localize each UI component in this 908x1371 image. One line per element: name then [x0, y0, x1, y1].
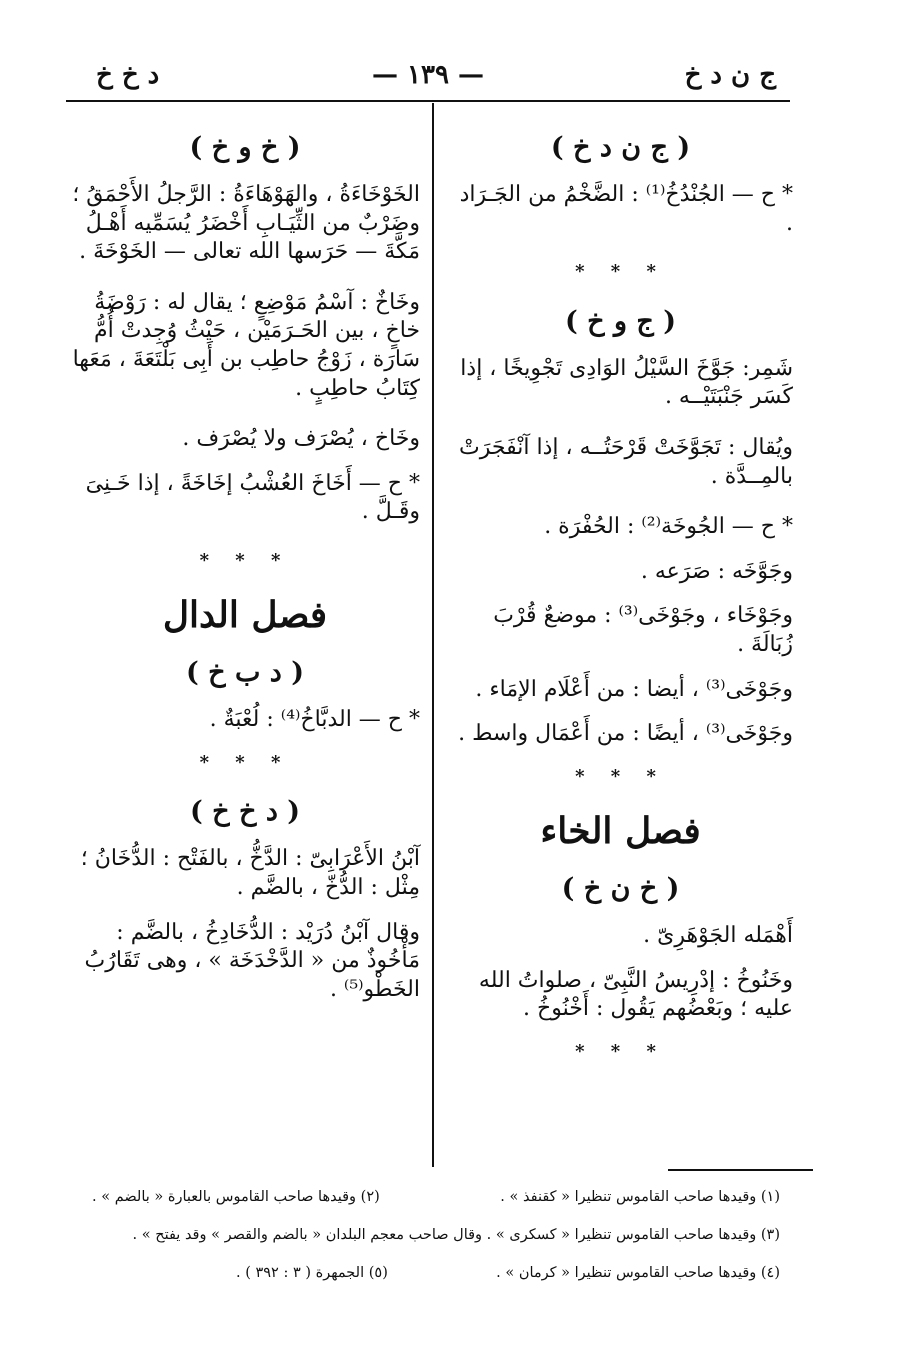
entry-text: وخَاخ ، يُصْرَف ولا يُصْرَف . — [182, 426, 420, 452]
entry-heading: ( د خ خ ) — [189, 796, 301, 828]
left-column — [70, 130, 420, 1020]
chapter-title: فصل الخاء — [540, 810, 701, 853]
chapter-title: فصل الدال — [162, 594, 328, 637]
running-head — [66, 58, 790, 102]
entry-heading: ( ج ن د خ ) — [550, 132, 691, 163]
entry-text: أَهْمَله الجَوْهَرِىّ . — [643, 922, 793, 948]
entry-text: * ح — الجُنْدُخُ⁽¹⁾ : الضَّخْمُ من الجَـرَاد . — [459, 182, 793, 236]
entry-text: وخَاخٌ : آسْمُ مَوْضِعٍ ؛ يقال له : رَوْضَةُ خاخٍ ، بين الحَـرَمَيْن ، حَيْثُ وُجِدتْ أُمُّ سَارَة ، زَوْجُ حاطِب بن أَبِى بَلْتَعَةَ ، مَعَها كِتَابُ حاطِبٍ . — [72, 289, 420, 401]
page-number: — ١٣٩ — — [371, 60, 485, 90]
entry-heading: ( خ و خ ) — [189, 132, 301, 163]
entry-heading: ( ج و خ ) — [564, 305, 677, 337]
column-divider — [432, 103, 434, 1167]
running-head-left: د خ خ — [96, 60, 160, 90]
entry-text: آبْنُ الأَعْرَابِىّ : الدَّخُّ ، بالفَتْح : الدُّخَانُ ؛ مِثْل : الدُّخّ ، بالضَّم . — [80, 846, 420, 900]
entry-text: ويُقال : تَجَوَّخَتْ قَرْحَتُــه ، إذا آنْفَجَرَتْ بالمِــدَّة . — [459, 434, 793, 489]
entry-text: وقال آبْنُ دُرَيْد : الدُّخَادِخُ ، بالضَّم : مَأْخُوذٌ من « الدَّخْدَخَة » ، وهى تَقَارُبُ الخَطْو⁽⁵⁾ . — [84, 919, 420, 1002]
entry-text: شَمِر: جَوَّخَ السَّيْلُ الوَادِى تَجْوِيخًا ، إذا كَسَر جَنْبَتَيْــه . — [460, 355, 793, 410]
footnote: (٣) وقيدها صاحب القاموس تنظيرا « كسكرى » . وقال صاحب معجم البلدان « بالضم والقصر » وقد يفتح » . — [132, 1227, 780, 1243]
separator-stars: * * * — [199, 751, 291, 773]
separator-stars: * * * — [575, 261, 666, 283]
entry-text: وجَوْخَى⁽³⁾ ، أيضًا : من أَعْمَال واسط . — [458, 721, 793, 747]
entry-heading: ( د ب خ ) — [185, 657, 305, 689]
entry-text: * ح — الدبَّاخُ⁽⁴⁾ : لُعْبَةٌ . — [209, 707, 420, 733]
entry-text: وخَنُوخُ : إدْرِيسُ النَّبِىّ ، صلواتُ الله عليه ؛ وبَعْضُهم يَقُول : أَخْنُوخُ . — [478, 967, 793, 1022]
footnote: (١) وقيدها صاحب القاموس تنظيرا « كقنفذ » . — [500, 1189, 780, 1205]
footnote: (٤) وقيدها صاحب القاموس تنظيرا « كرمان » . — [496, 1265, 780, 1281]
footnote: (٢) وقيدها صاحب القاموس بالعبارة « بالضم » . — [92, 1189, 380, 1205]
entry-text: الخَوْخَاءَةُ ، والهَوْهَاءَةُ : الرَّجلُ الأَحْمَقُ ؛ وضَرْبٌ من الثِّيَـابِ أَخْضَرُ يُسَمِّيه أَهْـلُ مَكَّةَ — حَرَسها الله تعالى — الخَوْخَةَ . — [72, 182, 420, 265]
footnote: (٥) الجمهرة ( ٣ : ٣٩٢ ) . — [236, 1265, 388, 1281]
entry-text: وجَوْخَى⁽³⁾ ، أيضا : من أَعْلَام الإمَاء . — [475, 676, 793, 702]
separator-stars: * * * — [575, 765, 666, 787]
separator-stars: * * * — [575, 1040, 666, 1062]
entry-text: وجَوَّخَه : صَرَعه . — [640, 558, 793, 584]
entry-heading: ( خ ن خ ) — [561, 872, 680, 904]
entry-text: * ح — أَخَاخَ العُشْبُ إخَاخَةً ، إذا خَـنِىَ وقَـلَّ . — [85, 470, 420, 525]
footnote-rule — [668, 1169, 813, 1171]
running-head-right: ج ن د خ — [684, 60, 776, 90]
entry-text: وجَوْخَاء ، وجَوْخَى⁽³⁾ : موضعٌ قُرْبَ زُبَالَةَ . — [493, 603, 793, 657]
separator-stars: * * * — [199, 550, 291, 572]
right-column — [448, 130, 793, 1083]
entry-text: * ح — الجُوخَة⁽²⁾ : الحُفْرَة . — [544, 514, 793, 540]
